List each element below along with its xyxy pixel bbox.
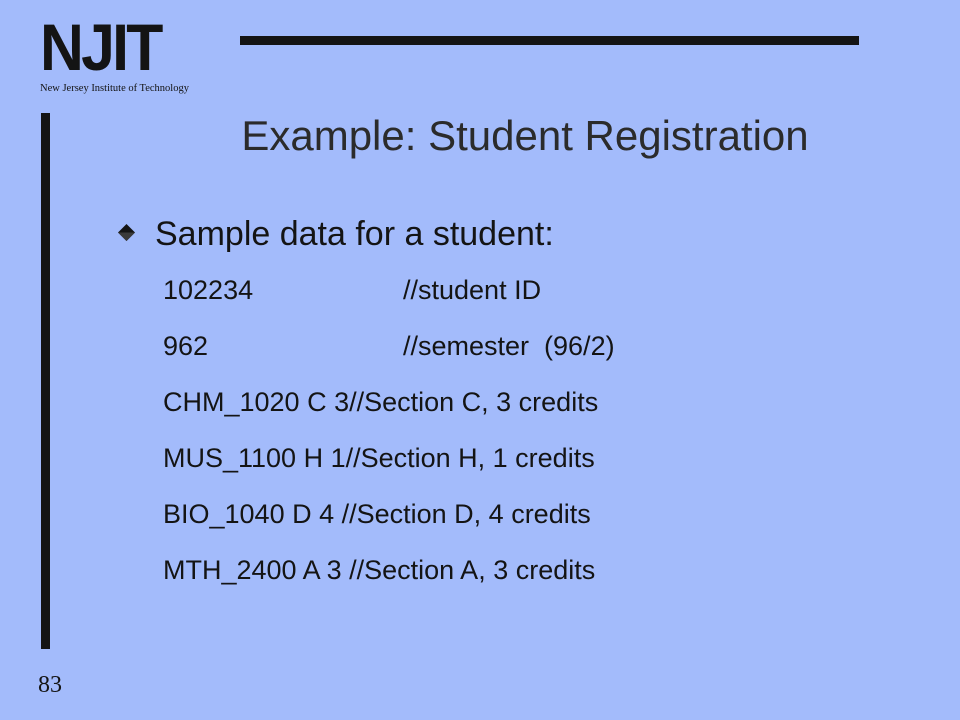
data-line-course: MUS_1100 H 1//Section H, 1 credits: [163, 443, 595, 473]
data-line-semester: [163, 324, 615, 380]
student-id-value: 102234: [163, 275, 254, 305]
slide-title: Example: Student Registration: [241, 112, 809, 159]
semester-comment: //semester (96/2): [403, 331, 615, 361]
bullet-item: [118, 211, 554, 257]
diamond-bullet-icon: [118, 224, 135, 241]
data-line-course: BIO_1040 D 4 //Section D, 4 credits: [163, 499, 591, 529]
data-line-student-id: [163, 268, 615, 324]
logo-subtitle: New Jersey Institute of Technology: [40, 83, 189, 94]
sample-data-list: [163, 268, 615, 604]
top-rule: [240, 36, 859, 45]
bullet-text: Sample data for a student:: [155, 215, 554, 253]
student-id-comment: //student ID: [403, 275, 542, 305]
data-line-course: CHM_1020 C 3//Section C, 3 credits: [163, 387, 599, 417]
logo-wordmark: NJIT: [40, 10, 161, 84]
data-line-course: MTH_2400 A 3 //Section A, 3 credits: [163, 555, 596, 585]
semester-value: 962: [163, 331, 209, 361]
page-number: 83: [38, 672, 62, 698]
njit-logo: [38, 12, 188, 102]
side-rule: [41, 113, 50, 649]
